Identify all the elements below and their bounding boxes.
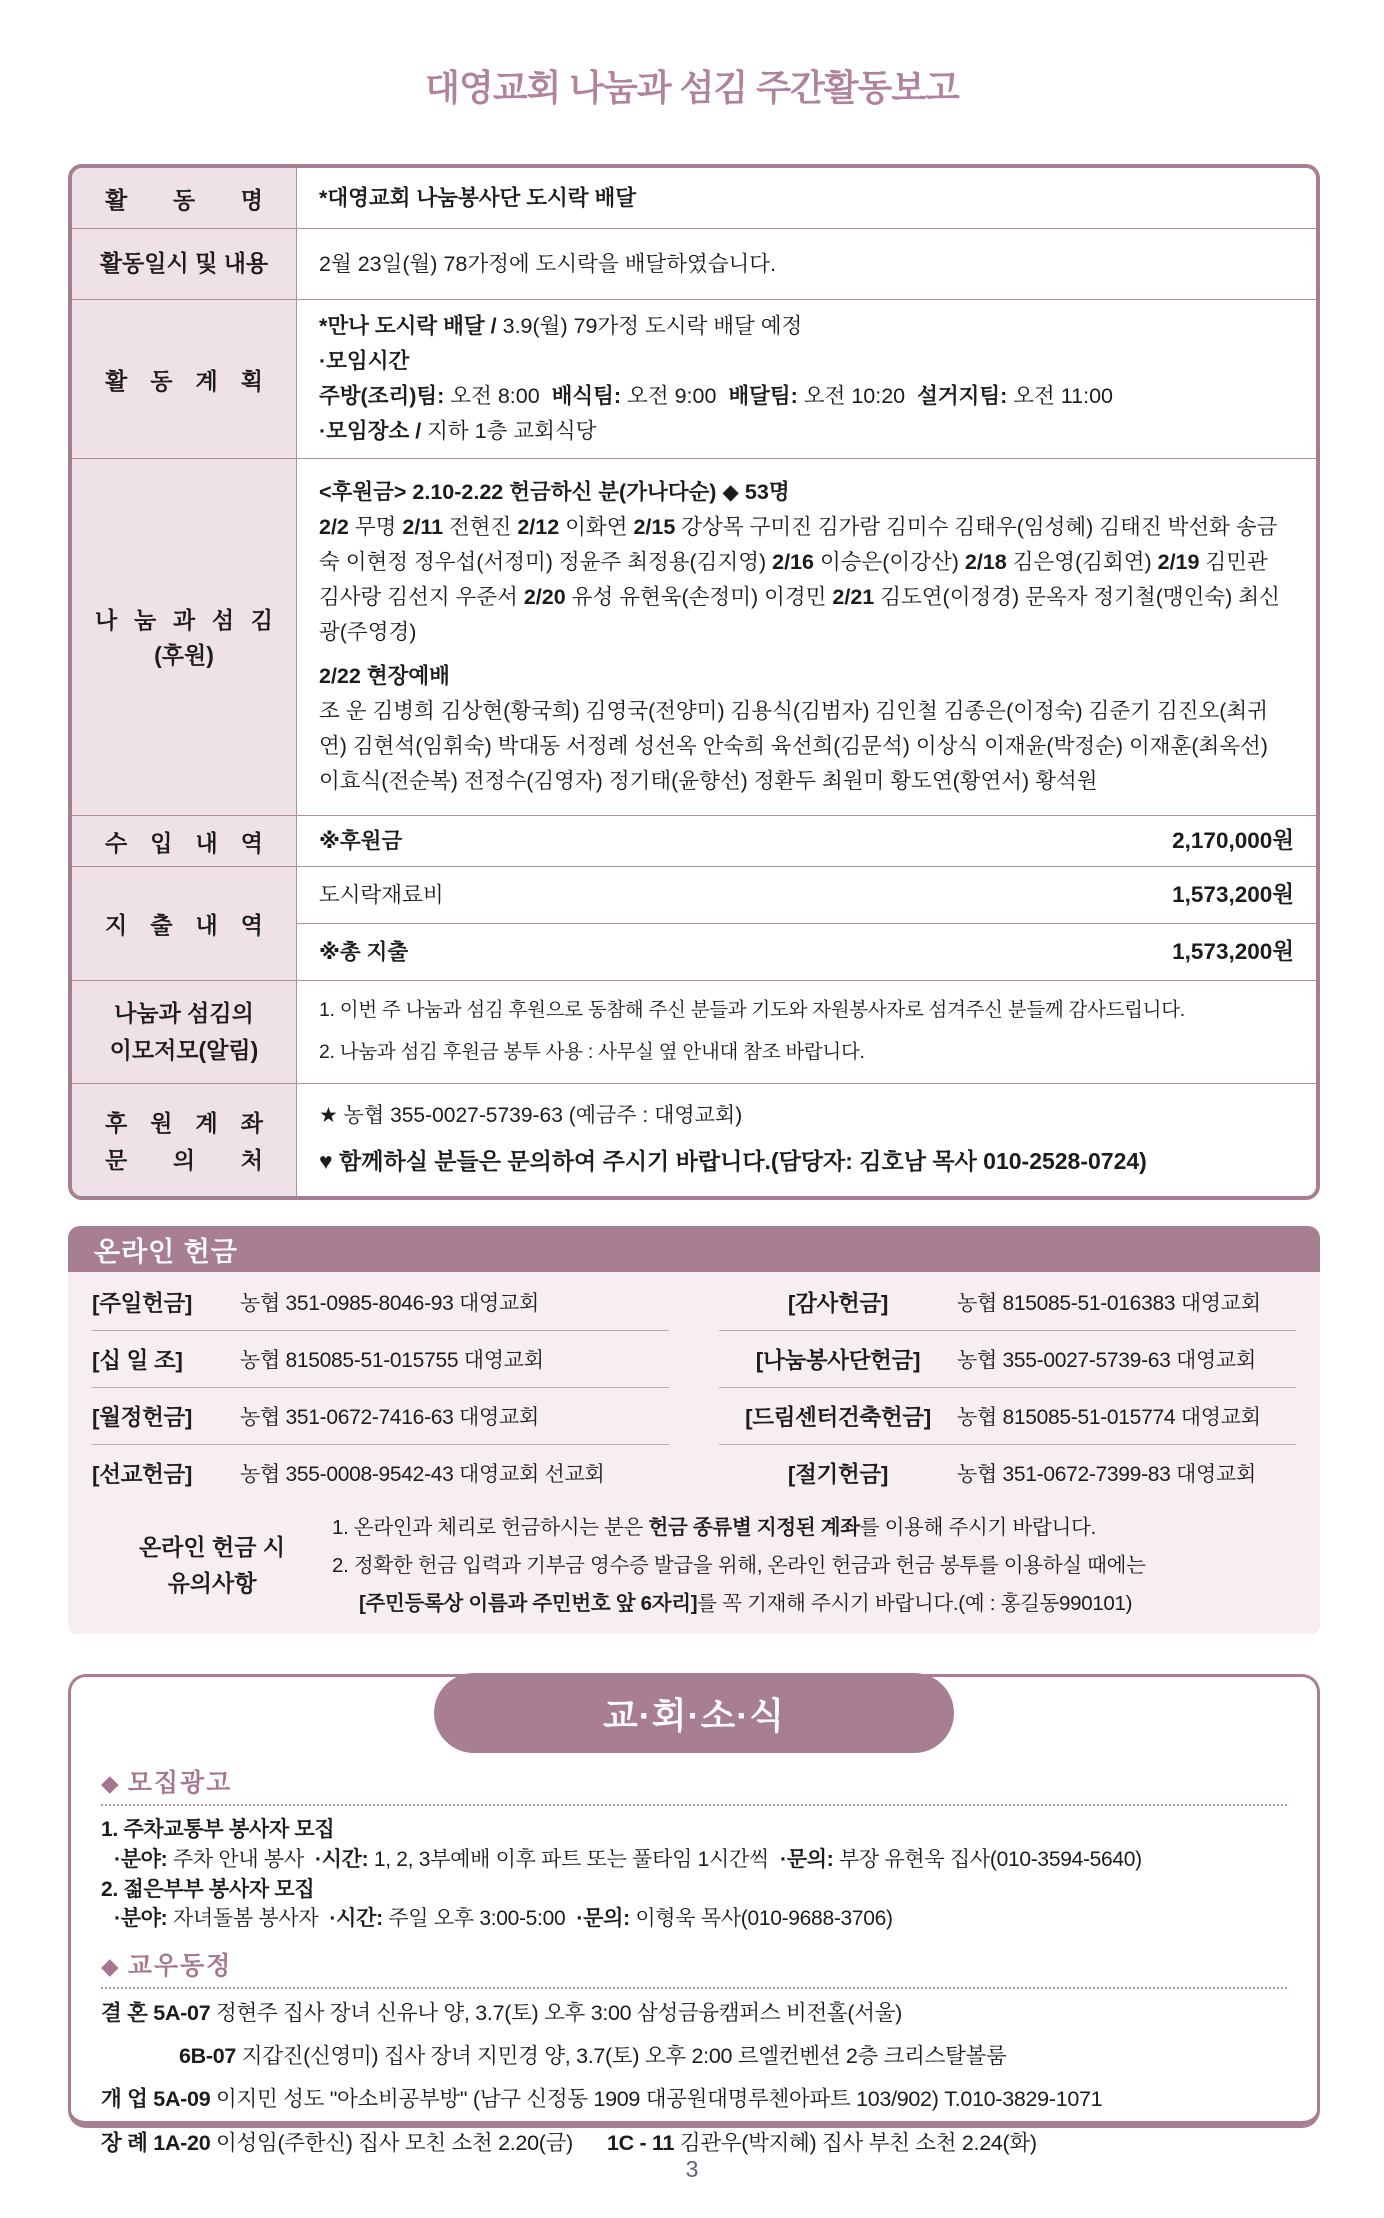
- row-activity-plan: [72, 299, 1316, 458]
- notice-line-3: [주민등록상 이름과 주민번호 앞 6자리]를 꼭 기재해 주시기 바랍니다.(예 : 홍길동990101): [359, 1591, 1133, 1615]
- account-number: 농협 815085-51-015774 대영교회: [957, 1406, 1261, 1429]
- recruit-item-2-detail: ·분야: 자녀돌봄 봉사자 ·시간: 주일 오후 3:00-5:00 ·문의: 이형욱 목사(010-9688-3706): [114, 1907, 893, 1931]
- account-number: 농협 351-0672-7416-63 대영교회: [240, 1406, 539, 1429]
- church-news-badge: 교·회·소·식: [434, 1673, 954, 1753]
- recruit-item-1-detail: ·분야: 주차 안내 봉사 ·시간: 1, 2, 3부예배 이후 파트 또는 풀타임 1시간씩 ·문의: 부장 유현욱 집사(010-3594-5640): [114, 1847, 1142, 1871]
- donor-list: 2/2 무명 2/11 전현진 2/12 이화연 2/15 강상목 구미진 김가람 김미수 김태우(임성혜) 김태진 박선화 송금숙 이현정 정우섭(서정미) 정윤주 최정용(김지영) 2/16 이승은(이강산) 2/18 김은영(김회연) 2/19 김민관 김사랑 김선지 우준서 2/20 유성 유현욱(손정미) 이경민 2/21 김도연(이정경) 문옥자 정기철(맹인숙) 최신광(주영경): [319, 515, 1280, 644]
- activity-date-value: [297, 229, 1316, 299]
- recruit-item-2-title: 2. 젊은부부 봉사자 모집: [101, 1877, 315, 1901]
- notes-line-2: 2. 나눔과 섬김 후원금 봉투 사용 : 사무실 옆 안내대 참조 바랍니다.: [319, 1041, 865, 1063]
- notes-value: [297, 981, 1316, 1083]
- notice-label: [92, 1530, 332, 1601]
- activity-plan-label-cell: [72, 300, 297, 458]
- contact-value: [297, 1084, 1316, 1196]
- sharing-label-cell: [72, 459, 297, 815]
- account-row-sunday: [92, 1274, 669, 1331]
- online-giving-notice: [92, 1509, 1296, 1623]
- contact-label-cell: [72, 1084, 297, 1196]
- online-giving-header-bar: [68, 1226, 1320, 1272]
- row-expense: [72, 866, 1316, 980]
- activity-name-text: *대영교회 나눔봉사단 도시락 배달: [319, 185, 637, 210]
- worship-header: 2/22 현장예배: [319, 664, 450, 689]
- members-heading: [101, 1946, 1287, 1982]
- account-label: [월정헌금]: [92, 1405, 193, 1430]
- church-news-box: [68, 1674, 1320, 2155]
- expense-amount: 1,573,200원: [1172, 881, 1294, 907]
- row-notes: [72, 980, 1316, 1083]
- activity-plan-label: 활 동 계 획: [105, 367, 263, 394]
- recruit-heading-text: 모집광고: [127, 1769, 233, 1797]
- account-row-seasonal: [719, 1445, 1296, 1501]
- account-label: [나눔봉사단헌금]: [755, 1348, 921, 1373]
- row-activity-date: [72, 228, 1316, 299]
- recruit-list: [101, 1815, 1287, 1934]
- row-income: [72, 815, 1316, 866]
- star-icon: ★: [319, 1104, 338, 1128]
- members-list: [101, 1998, 1287, 2157]
- activity-name-label-cell: [72, 168, 297, 228]
- expense-row-total: [297, 924, 1316, 980]
- notice-line-2: 2. 정확한 헌금 입력과 기부금 영수증 발급을 위해, 온라인 헌금과 헌금 봉투를 이용하실 때에는: [332, 1553, 1146, 1577]
- account-row-dream-center: [719, 1388, 1296, 1445]
- plan-line-3: 주방(조리)팀: 오전 8:00 배식팀: 오전 9:00 배달팀: 오전 10:20 설거지팀: 오전 11:00: [319, 384, 1114, 408]
- expense-label-cell: [72, 867, 297, 980]
- account-row-tithe: [92, 1331, 669, 1388]
- income-item: ※후원금: [319, 828, 403, 853]
- plan-line-2: ·모임시간: [319, 349, 410, 374]
- income-value: [297, 816, 1316, 866]
- sharing-label-line1: 나 눔 과 섬 김: [95, 606, 273, 633]
- account-row-sharing-team: [719, 1331, 1296, 1388]
- worship-attendee-list: 조 운 김병희 김상현(황국희) 김영국(전양미) 김용식(김범자) 김인철 김종은(이정숙) 김준기 김진오(최귀연) 김현석(임휘숙) 박대동 서정례 성선옥 안숙희 육선희(김문석) 이상식 이재윤(박정순) 이재훈(최옥선) 이효식(전순복) 전정수(김영자) 정기태(윤향선) 정환두 최원미 황도연(황연서) 황석원: [319, 699, 1274, 793]
- donation-header: <후원금> 2.10-2.22 헌금하신 분(가나다순) ◆ 53명: [319, 480, 790, 505]
- account-label: [감사헌금]: [787, 1291, 889, 1316]
- diamond-icon: ◆: [101, 1770, 119, 1796]
- page-number: 3: [685, 2156, 699, 2182]
- account-number: 농협 351-0672-7399-83 대영교회: [957, 1463, 1256, 1486]
- account-label: [선교헌금]: [92, 1462, 193, 1487]
- member-row-wedding-1: 결 혼 5A-07 정현주 집사 장녀 신유나 양, 3.7(토) 오후 3:00 삼성금융캠퍼스 비전홀(서울): [101, 2001, 903, 2026]
- recruit-item-1-title: 1. 주차교통부 봉사자 모집: [101, 1818, 335, 1841]
- account-row-monthly: [92, 1388, 669, 1445]
- activity-name-label: 활 동 명: [105, 186, 263, 213]
- expense-item: 도시락재료비: [319, 882, 444, 907]
- expense-total-amount: 1,573,200원: [1172, 938, 1294, 964]
- notes-label-line1: 나눔과 섬김의: [114, 999, 254, 1026]
- account-label: [드림센터건축헌금]: [745, 1405, 931, 1430]
- income-label: 수 입 내 역: [105, 829, 263, 856]
- account-number: 농협 815085-51-016383 대영교회: [957, 1292, 1261, 1315]
- heart-icon: ♥: [319, 1148, 333, 1175]
- recruit-heading: [101, 1763, 1287, 1799]
- income-amount: 2,170,000원: [1172, 827, 1294, 853]
- online-giving-section: [68, 1272, 1320, 1634]
- income-label-cell: [72, 816, 297, 866]
- member-row-opening: 개 업 5A-09 이지민 성도 "아소비공부방" (남구 신정동 1909 대공원대명루첸아파트 103/902) T.010-3829-1071: [101, 2087, 1103, 2112]
- account-number: 농협 355-0008-9542-43 대영교회 선교회: [240, 1463, 605, 1486]
- notice-label-line2: 유의사항: [167, 1569, 257, 1596]
- expense-row-materials: [297, 867, 1316, 924]
- account-grid: [92, 1274, 1296, 1501]
- contact-label-line2: 문 의 처: [105, 1147, 263, 1173]
- notice-label-line1: 온라인 헌금 시: [138, 1534, 286, 1561]
- activity-plan-value: [297, 300, 1316, 458]
- account-row-thanks: [719, 1274, 1296, 1331]
- sharing-label-line2: (후원): [154, 641, 214, 668]
- notice-line-1: 1. 온라인과 체리로 헌금하시는 분은 헌금 종류별 지정된 계좌를 이용해 주시기 바랍니다.: [332, 1516, 1096, 1539]
- plan-line-4: ·모임장소 / 지하 1층 교회식당: [319, 418, 597, 443]
- contact-label-line1: 후 원 계 좌: [105, 1110, 263, 1136]
- online-giving-title: 온라인 헌금: [94, 1236, 238, 1267]
- expense-value: [297, 867, 1316, 980]
- account-label: [주일헌금]: [92, 1291, 193, 1316]
- account-number: 농협 355-0027-5739-63 대영교회: [957, 1349, 1256, 1372]
- diamond-icon: ◆: [101, 1953, 119, 1980]
- contact-inquiry-line: ♥ 함께하실 분들은 문의하여 주시기 바랍니다.(담당자: 김호남 목사 010-2528-0724): [319, 1148, 1147, 1175]
- row-activity-name: [72, 168, 1316, 228]
- account-label: [절기헌금]: [787, 1462, 889, 1487]
- notes-label-cell: [72, 981, 297, 1083]
- activity-date-label: 활동일시 및 내용: [99, 250, 269, 277]
- account-row-mission: [92, 1445, 669, 1501]
- expense-total-item: ※총 지출: [319, 939, 409, 964]
- activity-date-text: 2월 23일(월) 78가정에 도시락을 배달하였습니다.: [319, 251, 777, 276]
- notes-line-1: 1. 이번 주 나눔과 섬김 후원으로 동참해 주신 분들과 기도와 자원봉사자로 섬겨주신 분들께 감사드립니다.: [319, 999, 1185, 1022]
- members-heading-text: 교우동정: [127, 1952, 233, 1981]
- sharing-value: [297, 459, 1316, 815]
- dotted-divider: [101, 1804, 1287, 1806]
- member-row-funeral: 장 례 1A-20 이성임(주한신) 집사 모친 소천 2.20(금) 1C - 11 김관우(박지혜) 집사 부친 소천 2.24(화): [101, 2130, 1037, 2155]
- account-label: [십 일 조]: [92, 1348, 183, 1373]
- page-title: 대영교회 나눔과 섬김 주간활동보고: [425, 67, 959, 108]
- account-number: 농협 815085-51-015755 대영교회: [240, 1349, 544, 1372]
- weekly-report-table: [68, 164, 1320, 1200]
- plan-line-1: *만나 도시락 배달 / 3.9(월) 79가정 도시락 배달 예정: [319, 314, 803, 339]
- notice-content: [332, 1509, 1296, 1623]
- expense-label: 지 출 내 역: [105, 912, 263, 938]
- dotted-divider: [101, 1987, 1287, 1989]
- member-row-wedding-2: 6B-07 지갑진(신영미) 집사 장녀 지민경 양, 3.7(토) 오후 2:00 르엘컨벤션 2층 크리스탈볼룸: [179, 2044, 1007, 2069]
- row-contact: [72, 1083, 1316, 1196]
- row-sharing-donors: [72, 458, 1316, 815]
- notes-label-line2: 이모저모(알림): [109, 1037, 259, 1063]
- account-number: 농협 351-0985-8046-93 대영교회: [240, 1292, 539, 1315]
- activity-name-value: [297, 168, 1316, 228]
- activity-date-label-cell: [72, 229, 297, 299]
- contact-account-line: ★ 농협 355-0027-5739-63 (예금주 : 대영교회): [319, 1104, 743, 1128]
